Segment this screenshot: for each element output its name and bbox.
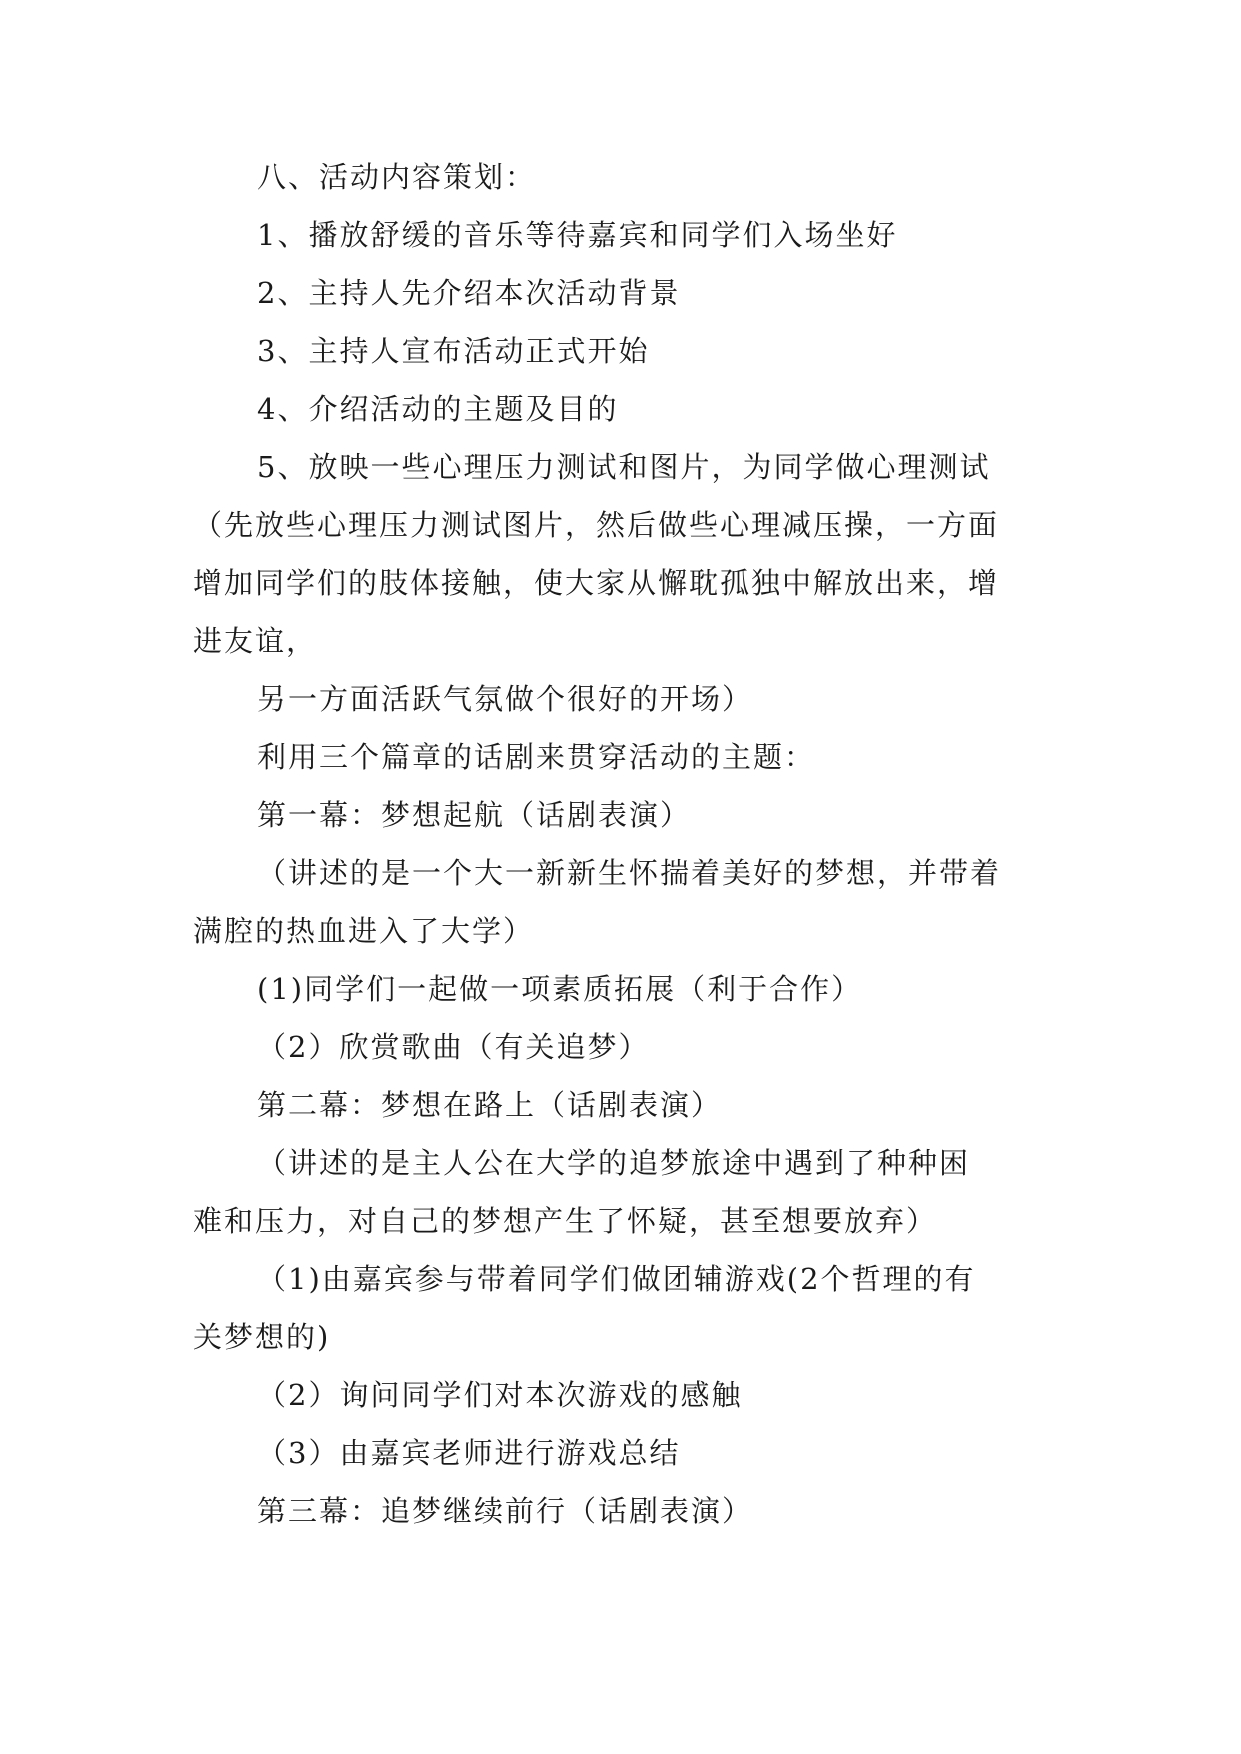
- act-heading: 第三幕：追梦继续前行（话剧表演）: [257, 1494, 754, 1528]
- act-heading: 第二幕：梦想在路上（话剧表演）: [257, 1088, 723, 1122]
- list-item: 3、主持人宣布活动正式开始: [257, 334, 650, 368]
- list-item: （2）询问同学们对本次游戏的感触: [257, 1378, 743, 1412]
- paragraph-line: 增加同学们的肢体接触，使大家从懈耽孤独中解放出来，增: [193, 566, 1000, 600]
- list-item: （3）由嘉宾老师进行游戏总结: [257, 1436, 681, 1470]
- list-item: （1)由嘉宾参与带着同学们做团辅游戏(2个哲理的有: [257, 1262, 976, 1296]
- paragraph-line: 满腔的热血进入了大学）: [193, 914, 535, 948]
- paragraph-line: （讲述的是主人公在大学的追梦旅途中遇到了种种困: [257, 1146, 971, 1180]
- list-item: （2）欣赏歌曲（有关追梦）: [257, 1030, 650, 1064]
- list-item: 4、介绍活动的主题及目的: [257, 392, 619, 426]
- list-item: 2、主持人先介绍本次活动背景: [257, 276, 681, 310]
- paragraph-line: 利用三个篇章的话剧来贯穿活动的主题：: [257, 740, 816, 774]
- paragraph-line: 关梦想的): [193, 1320, 331, 1354]
- paragraph-line: （先放些心理压力测试图片，然后做些心理减压操，一方面: [193, 508, 1000, 542]
- paragraph-line: 进友谊，: [193, 624, 318, 658]
- list-item: 1、播放舒缓的音乐等待嘉宾和同学们入场坐好: [257, 218, 898, 252]
- document-page: [193, 148, 1050, 1540]
- paragraph-line: 难和压力，对自己的梦想产生了怀疑，甚至想要放弃）: [193, 1204, 938, 1238]
- paragraph-line: （讲述的是一个大一新新生怀揣着美好的梦想，并带着: [257, 856, 1002, 890]
- act-heading: 第一幕：梦想起航（话剧表演）: [257, 798, 692, 832]
- section-heading: 八、活动内容策划：: [257, 160, 537, 194]
- list-item: 5、放映一些心理压力测试和图片，为同学做心理测试: [257, 450, 991, 484]
- paragraph-line: 另一方面活跃气氛做个很好的开场）: [257, 682, 754, 716]
- list-item: (1)同学们一起做一项素质拓展（利于合作）: [257, 972, 863, 1006]
